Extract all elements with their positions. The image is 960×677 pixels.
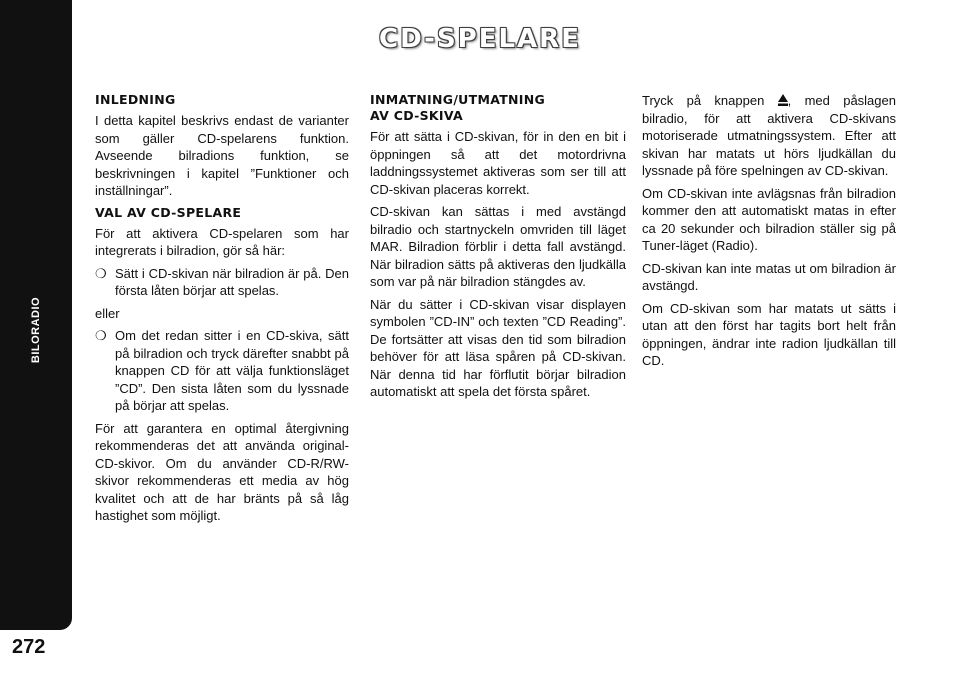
side-bar [0,0,72,630]
bullet-item [95,327,349,415]
paragraph: För att sätta i CD-skivan, för in den en bit i öppningen så att det motordrivna laddningssystemet aktiveras som ser till att CD-skivan placeras korrekt. [370,129,626,197]
eject-icon [778,94,788,106]
paragraph: I detta kapitel beskrivs endast de varianter som gäller CD-spelarens funktion. Avseende bilradions funktion, se beskrivningen i kapitel ”Funktioner och inställningar”. [95,113,349,198]
bullet-icon: ❍ [95,265,107,281]
paragraph-eject-post: , med påslagen bilradio, för att aktivera CD-skivans motoriserade utmatningssystem. Efter att skivan har matats ut hörs ljudkällan du lyssnade på före spelningen av CD-skivan. [642,93,896,178]
paragraph: CD-skivan kan sättas i med avstängd bilradio och startnyckeln omvriden till läget MAR. Bilradion förblir i detta fall avstängd. När bilradion sätts på aktiveras den ljudkälla som var på när bilradion stängdes av. [370,204,626,289]
heading-introduction: INLEDNING [95,92,176,107]
paragraph-eject-pre: Tryck på knappen [642,93,765,108]
paragraph-or: eller [95,305,120,321]
column-1 [95,92,349,530]
column-3 [642,92,896,375]
column-2 [370,92,626,406]
page-title: CD-SPELARE [379,24,581,54]
page-number: 272 [12,636,46,658]
bullet-text: Om det redan sitter i en CD-skiva, sätt på bilradion och tryck därefter snabbt på knappen CD för att välja funktionsläget ”CD”. Den sista låten som du lyssnade på börjar att spelas. [115,328,349,413]
bullet-text: Sätt i CD-skivan när bilradion är på. Den första låten börjar att spelas. [115,265,349,298]
bullet-item [95,265,349,300]
side-section-label: BILORADIO [30,296,42,364]
heading-insert-eject: INMATNING/UTMATNING [370,92,546,107]
paragraph: För att aktivera CD-spelaren som har integrerats i bilradion, gör så här: [95,225,349,258]
paragraph: När du sätter i CD-skivan visar displayen symbolen ”CD-IN” och texten ”CD Reading”. De fortsätter att visas den tid som bilradion behöver för att läsa spåren på CD-skivan. När denna tid har förflutit börjar bilradion automatiskt att spela det första spåret. [370,296,626,399]
paragraph: För att garantera en optimal återgivning rekommenderas det att använda original-CD-skivor. Om du använder CD-R/RW-skivor rekommenderas ett media av hög kvalitet och att de har bränts på så låg hastighet som möjligt. [95,420,349,523]
paragraph-eject [642,92,896,180]
paragraph: Om CD-skivan inte avlägsnas från bilradion kommer den att automatiskt matas in efter ca 20 sekunder och bilradion ställer sig på Tuner-läget (Radio). [642,185,896,253]
paragraph: Om CD-skivan som har matats ut sätts i utan att den först har tagits bort helt från öppningen, ändrar inte radion ljudkällan till CD. [642,300,896,368]
paragraph: CD-skivan kan inte matas ut om bilradion är avstängd. [642,260,896,293]
bullet-icon: ❍ [95,328,107,343]
heading-insert-eject-line2: AV CD-SKIVA [370,108,463,123]
heading-select-cd: VAL AV CD-SPELARE [95,204,242,220]
